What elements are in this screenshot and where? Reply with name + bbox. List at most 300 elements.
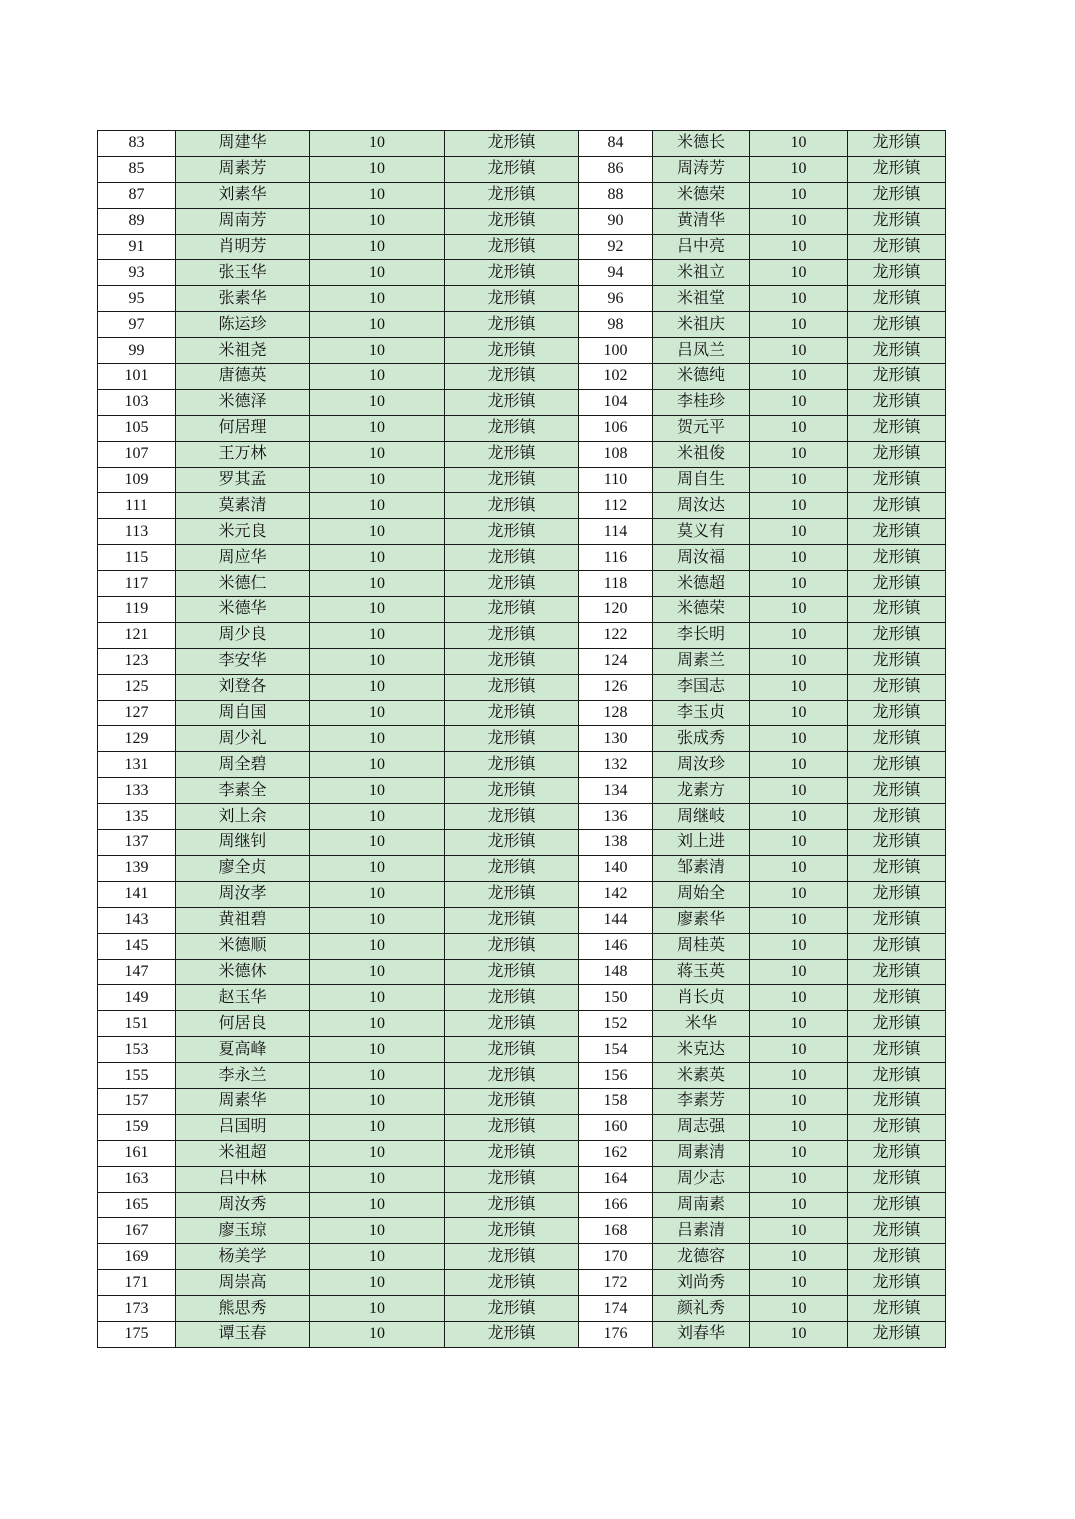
town-cell: 龙形镇 (445, 674, 579, 700)
town-cell: 龙形镇 (445, 467, 579, 493)
serial-number-cell: 131 (98, 752, 176, 778)
serial-number-cell: 169 (98, 1244, 176, 1270)
amount-cell: 10 (750, 1088, 848, 1114)
name-cell: 米祖立 (653, 260, 750, 286)
table-row (98, 804, 946, 830)
amount-cell: 10 (750, 1114, 848, 1140)
amount-cell: 10 (750, 260, 848, 286)
amount-cell: 10 (310, 156, 445, 182)
name-cell: 周南素 (653, 1192, 750, 1218)
amount-cell: 10 (310, 597, 445, 623)
town-cell: 龙形镇 (848, 441, 946, 467)
name-cell: 米素英 (653, 1063, 750, 1089)
name-cell: 周素兰 (653, 648, 750, 674)
amount-cell: 10 (310, 700, 445, 726)
name-cell: 米祖堂 (653, 286, 750, 312)
amount-cell: 10 (750, 208, 848, 234)
town-cell: 龙形镇 (848, 674, 946, 700)
serial-number-cell: 103 (98, 389, 176, 415)
serial-number-cell: 99 (98, 338, 176, 364)
table-row (98, 752, 946, 778)
serial-number-cell: 84 (579, 131, 653, 157)
serial-number-cell: 149 (98, 985, 176, 1011)
name-cell: 周汝珍 (653, 752, 750, 778)
name-cell: 刘登各 (176, 674, 310, 700)
serial-number-cell: 98 (579, 312, 653, 338)
table-row (98, 674, 946, 700)
town-cell: 龙形镇 (445, 260, 579, 286)
name-cell: 周少志 (653, 1166, 750, 1192)
name-cell: 张成秀 (653, 726, 750, 752)
town-cell: 龙形镇 (445, 752, 579, 778)
amount-cell: 10 (310, 804, 445, 830)
serial-number-cell: 97 (98, 312, 176, 338)
amount-cell: 10 (310, 545, 445, 571)
amount-cell: 10 (750, 985, 848, 1011)
amount-cell: 10 (310, 260, 445, 286)
amount-cell: 10 (310, 1114, 445, 1140)
town-cell: 龙形镇 (445, 493, 579, 519)
town-cell: 龙形镇 (445, 1088, 579, 1114)
town-cell: 龙形镇 (445, 881, 579, 907)
table-row (98, 519, 946, 545)
town-cell: 龙形镇 (848, 959, 946, 985)
serial-number-cell: 104 (579, 389, 653, 415)
serial-number-cell: 140 (579, 855, 653, 881)
serial-number-cell: 142 (579, 881, 653, 907)
table-row (98, 1140, 946, 1166)
name-cell: 何居良 (176, 1011, 310, 1037)
amount-cell: 10 (310, 1037, 445, 1063)
town-cell: 龙形镇 (848, 260, 946, 286)
name-cell: 吕国明 (176, 1114, 310, 1140)
serial-number-cell: 148 (579, 959, 653, 985)
amount-cell: 10 (750, 364, 848, 390)
town-cell: 龙形镇 (848, 415, 946, 441)
serial-number-cell: 95 (98, 286, 176, 312)
serial-number-cell: 176 (579, 1321, 653, 1347)
amount-cell: 10 (750, 1166, 848, 1192)
name-cell: 周汝秀 (176, 1192, 310, 1218)
amount-cell: 10 (310, 1140, 445, 1166)
town-cell: 龙形镇 (445, 389, 579, 415)
amount-cell: 10 (310, 312, 445, 338)
name-cell: 周继钊 (176, 830, 310, 856)
name-cell: 邹素清 (653, 855, 750, 881)
amount-cell: 10 (750, 156, 848, 182)
amount-cell: 10 (750, 234, 848, 260)
town-cell: 龙形镇 (848, 907, 946, 933)
serial-number-cell: 151 (98, 1011, 176, 1037)
town-cell: 龙形镇 (848, 985, 946, 1011)
town-cell: 龙形镇 (848, 545, 946, 571)
name-cell: 米德超 (653, 571, 750, 597)
name-cell: 贺元平 (653, 415, 750, 441)
amount-cell: 10 (750, 726, 848, 752)
serial-number-cell: 161 (98, 1140, 176, 1166)
town-cell: 龙形镇 (848, 881, 946, 907)
amount-cell: 10 (750, 1063, 848, 1089)
serial-number-cell: 173 (98, 1296, 176, 1322)
town-cell: 龙形镇 (445, 208, 579, 234)
name-cell: 廖全贞 (176, 855, 310, 881)
amount-cell: 10 (750, 389, 848, 415)
name-cell: 蒋玉英 (653, 959, 750, 985)
amount-cell: 10 (750, 622, 848, 648)
name-cell: 周应华 (176, 545, 310, 571)
serial-number-cell: 128 (579, 700, 653, 726)
name-cell: 何居理 (176, 415, 310, 441)
town-cell: 龙形镇 (848, 1140, 946, 1166)
serial-number-cell: 153 (98, 1037, 176, 1063)
serial-number-cell: 166 (579, 1192, 653, 1218)
town-cell: 龙形镇 (445, 1270, 579, 1296)
amount-cell: 10 (310, 182, 445, 208)
name-cell: 周少良 (176, 622, 310, 648)
name-cell: 米德休 (176, 959, 310, 985)
town-cell: 龙形镇 (848, 1296, 946, 1322)
town-cell: 龙形镇 (848, 467, 946, 493)
name-cell: 米祖尧 (176, 338, 310, 364)
amount-cell: 10 (750, 881, 848, 907)
town-cell: 龙形镇 (848, 493, 946, 519)
name-cell: 米元良 (176, 519, 310, 545)
amount-cell: 10 (750, 830, 848, 856)
serial-number-cell: 112 (579, 493, 653, 519)
town-cell: 龙形镇 (445, 1218, 579, 1244)
table-row (98, 985, 946, 1011)
town-cell: 龙形镇 (848, 182, 946, 208)
name-cell: 周全碧 (176, 752, 310, 778)
serial-number-cell: 105 (98, 415, 176, 441)
name-cell: 周涛芳 (653, 156, 750, 182)
amount-cell: 10 (310, 752, 445, 778)
name-cell: 张玉华 (176, 260, 310, 286)
amount-cell: 10 (310, 674, 445, 700)
amount-cell: 10 (750, 648, 848, 674)
serial-number-cell: 85 (98, 156, 176, 182)
serial-number-cell: 100 (579, 338, 653, 364)
town-cell: 龙形镇 (445, 1114, 579, 1140)
amount-cell: 10 (310, 855, 445, 881)
name-cell: 罗其孟 (176, 467, 310, 493)
amount-cell: 10 (310, 131, 445, 157)
town-cell: 龙形镇 (848, 156, 946, 182)
town-cell: 龙形镇 (848, 389, 946, 415)
town-cell: 龙形镇 (445, 830, 579, 856)
name-cell: 米华 (653, 1011, 750, 1037)
amount-cell: 10 (310, 467, 445, 493)
serial-number-cell: 93 (98, 260, 176, 286)
serial-number-cell: 170 (579, 1244, 653, 1270)
name-cell: 夏高峰 (176, 1037, 310, 1063)
name-cell: 周素华 (176, 1088, 310, 1114)
town-cell: 龙形镇 (848, 1037, 946, 1063)
name-cell: 周素清 (653, 1140, 750, 1166)
name-cell: 杨美学 (176, 1244, 310, 1270)
table-row (98, 1063, 946, 1089)
town-cell: 龙形镇 (848, 830, 946, 856)
table-row (98, 1114, 946, 1140)
serial-number-cell: 146 (579, 933, 653, 959)
name-cell: 黄清华 (653, 208, 750, 234)
name-cell: 米德荣 (653, 597, 750, 623)
name-cell: 肖明芳 (176, 234, 310, 260)
serial-number-cell: 86 (579, 156, 653, 182)
name-cell: 谭玉春 (176, 1321, 310, 1347)
serial-number-cell: 114 (579, 519, 653, 545)
town-cell: 龙形镇 (445, 182, 579, 208)
town-cell: 龙形镇 (445, 622, 579, 648)
name-cell: 周建华 (176, 131, 310, 157)
town-cell: 龙形镇 (445, 441, 579, 467)
table-row (98, 1088, 946, 1114)
table-row (98, 648, 946, 674)
amount-cell: 10 (310, 622, 445, 648)
serial-number-cell: 167 (98, 1218, 176, 1244)
serial-number-cell: 117 (98, 571, 176, 597)
town-cell: 龙形镇 (445, 700, 579, 726)
town-cell: 龙形镇 (848, 1218, 946, 1244)
table-row (98, 182, 946, 208)
name-cell: 周自生 (653, 467, 750, 493)
serial-number-cell: 109 (98, 467, 176, 493)
table-row (98, 1037, 946, 1063)
amount-cell: 10 (750, 519, 848, 545)
name-cell: 周志强 (653, 1114, 750, 1140)
amount-cell: 10 (310, 234, 445, 260)
town-cell: 龙形镇 (445, 907, 579, 933)
name-cell: 吕中亮 (653, 234, 750, 260)
town-cell: 龙形镇 (848, 1063, 946, 1089)
town-cell: 龙形镇 (445, 985, 579, 1011)
town-cell: 龙形镇 (445, 364, 579, 390)
town-cell: 龙形镇 (445, 286, 579, 312)
serial-number-cell: 121 (98, 622, 176, 648)
serial-number-cell: 115 (98, 545, 176, 571)
amount-cell: 10 (750, 312, 848, 338)
serial-number-cell: 136 (579, 804, 653, 830)
amount-cell: 10 (310, 1011, 445, 1037)
serial-number-cell: 127 (98, 700, 176, 726)
town-cell: 龙形镇 (848, 1270, 946, 1296)
table-row (98, 493, 946, 519)
amount-cell: 10 (750, 752, 848, 778)
town-cell: 龙形镇 (445, 131, 579, 157)
serial-number-cell: 135 (98, 804, 176, 830)
amount-cell: 10 (750, 131, 848, 157)
table-row (98, 131, 946, 157)
town-cell: 龙形镇 (445, 234, 579, 260)
serial-number-cell: 88 (579, 182, 653, 208)
amount-cell: 10 (310, 1192, 445, 1218)
town-cell: 龙形镇 (445, 519, 579, 545)
name-cell: 莫义有 (653, 519, 750, 545)
town-cell: 龙形镇 (848, 519, 946, 545)
amount-cell: 10 (750, 597, 848, 623)
amount-cell: 10 (750, 338, 848, 364)
amount-cell: 10 (750, 700, 848, 726)
serial-number-cell: 150 (579, 985, 653, 1011)
amount-cell: 10 (310, 441, 445, 467)
name-cell: 米德长 (653, 131, 750, 157)
town-cell: 龙形镇 (848, 726, 946, 752)
serial-number-cell: 101 (98, 364, 176, 390)
serial-number-cell: 113 (98, 519, 176, 545)
serial-number-cell: 134 (579, 778, 653, 804)
town-cell: 龙形镇 (445, 1244, 579, 1270)
name-cell: 熊思秀 (176, 1296, 310, 1322)
roster-table (97, 130, 946, 1348)
table-row (98, 778, 946, 804)
town-cell: 龙形镇 (848, 1114, 946, 1140)
amount-cell: 10 (750, 415, 848, 441)
town-cell: 龙形镇 (445, 1192, 579, 1218)
name-cell: 刘尚秀 (653, 1270, 750, 1296)
town-cell: 龙形镇 (848, 208, 946, 234)
town-cell: 龙形镇 (445, 933, 579, 959)
amount-cell: 10 (750, 1270, 848, 1296)
town-cell: 龙形镇 (445, 1321, 579, 1347)
name-cell: 李永兰 (176, 1063, 310, 1089)
serial-number-cell: 160 (579, 1114, 653, 1140)
serial-number-cell: 138 (579, 830, 653, 856)
town-cell: 龙形镇 (445, 312, 579, 338)
table-row (98, 545, 946, 571)
serial-number-cell: 96 (579, 286, 653, 312)
table-row (98, 1218, 946, 1244)
table-row (98, 208, 946, 234)
town-cell: 龙形镇 (848, 597, 946, 623)
serial-number-cell: 107 (98, 441, 176, 467)
serial-number-cell: 106 (579, 415, 653, 441)
name-cell: 龙德容 (653, 1244, 750, 1270)
town-cell: 龙形镇 (445, 778, 579, 804)
serial-number-cell: 123 (98, 648, 176, 674)
amount-cell: 10 (310, 519, 445, 545)
serial-number-cell: 94 (579, 260, 653, 286)
table-row (98, 1192, 946, 1218)
serial-number-cell: 83 (98, 131, 176, 157)
town-cell: 龙形镇 (848, 1321, 946, 1347)
amount-cell: 10 (310, 493, 445, 519)
town-cell: 龙形镇 (848, 1088, 946, 1114)
table-row (98, 415, 946, 441)
serial-number-cell: 162 (579, 1140, 653, 1166)
town-cell: 龙形镇 (848, 312, 946, 338)
serial-number-cell: 175 (98, 1321, 176, 1347)
serial-number-cell: 111 (98, 493, 176, 519)
table-row (98, 260, 946, 286)
table-row (98, 1270, 946, 1296)
serial-number-cell: 147 (98, 959, 176, 985)
table-row (98, 312, 946, 338)
town-cell: 龙形镇 (445, 1063, 579, 1089)
name-cell: 李桂珍 (653, 389, 750, 415)
town-cell: 龙形镇 (445, 1166, 579, 1192)
table-row (98, 830, 946, 856)
table-row (98, 1166, 946, 1192)
serial-number-cell: 158 (579, 1088, 653, 1114)
name-cell: 周自国 (176, 700, 310, 726)
amount-cell: 10 (750, 1244, 848, 1270)
amount-cell: 10 (310, 881, 445, 907)
amount-cell: 10 (310, 907, 445, 933)
amount-cell: 10 (750, 545, 848, 571)
name-cell: 张素华 (176, 286, 310, 312)
amount-cell: 10 (310, 778, 445, 804)
serial-number-cell: 163 (98, 1166, 176, 1192)
amount-cell: 10 (310, 415, 445, 441)
town-cell: 龙形镇 (445, 1037, 579, 1063)
town-cell: 龙形镇 (445, 855, 579, 881)
amount-cell: 10 (750, 907, 848, 933)
serial-number-cell: 139 (98, 855, 176, 881)
name-cell: 周汝达 (653, 493, 750, 519)
table-row (98, 364, 946, 390)
amount-cell: 10 (750, 804, 848, 830)
serial-number-cell: 154 (579, 1037, 653, 1063)
name-cell: 米祖超 (176, 1140, 310, 1166)
amount-cell: 10 (750, 933, 848, 959)
table-row (98, 234, 946, 260)
serial-number-cell: 120 (579, 597, 653, 623)
amount-cell: 10 (750, 959, 848, 985)
town-cell: 龙形镇 (848, 571, 946, 597)
serial-number-cell: 108 (579, 441, 653, 467)
serial-number-cell: 130 (579, 726, 653, 752)
name-cell: 赵玉华 (176, 985, 310, 1011)
town-cell: 龙形镇 (445, 1296, 579, 1322)
serial-number-cell: 116 (579, 545, 653, 571)
amount-cell: 10 (310, 389, 445, 415)
serial-number-cell: 126 (579, 674, 653, 700)
serial-number-cell: 174 (579, 1296, 653, 1322)
name-cell: 唐德英 (176, 364, 310, 390)
name-cell: 吕中林 (176, 1166, 310, 1192)
name-cell: 黄祖碧 (176, 907, 310, 933)
serial-number-cell: 172 (579, 1270, 653, 1296)
name-cell: 莫素清 (176, 493, 310, 519)
name-cell: 周桂英 (653, 933, 750, 959)
name-cell: 米德仁 (176, 571, 310, 597)
town-cell: 龙形镇 (848, 1166, 946, 1192)
town-cell: 龙形镇 (445, 959, 579, 985)
town-cell: 龙形镇 (445, 415, 579, 441)
serial-number-cell: 144 (579, 907, 653, 933)
amount-cell: 10 (750, 1296, 848, 1322)
town-cell: 龙形镇 (848, 131, 946, 157)
amount-cell: 10 (310, 1270, 445, 1296)
town-cell: 龙形镇 (445, 571, 579, 597)
serial-number-cell: 124 (579, 648, 653, 674)
name-cell: 米祖庆 (653, 312, 750, 338)
serial-number-cell: 118 (579, 571, 653, 597)
name-cell: 周崇高 (176, 1270, 310, 1296)
name-cell: 米德泽 (176, 389, 310, 415)
table-row (98, 959, 946, 985)
town-cell: 龙形镇 (848, 286, 946, 312)
serial-number-cell: 133 (98, 778, 176, 804)
name-cell: 陈运珍 (176, 312, 310, 338)
serial-number-cell: 157 (98, 1088, 176, 1114)
serial-number-cell: 125 (98, 674, 176, 700)
town-cell: 龙形镇 (445, 1011, 579, 1037)
amount-cell: 10 (750, 1037, 848, 1063)
town-cell: 龙形镇 (445, 648, 579, 674)
serial-number-cell: 91 (98, 234, 176, 260)
table-row (98, 571, 946, 597)
